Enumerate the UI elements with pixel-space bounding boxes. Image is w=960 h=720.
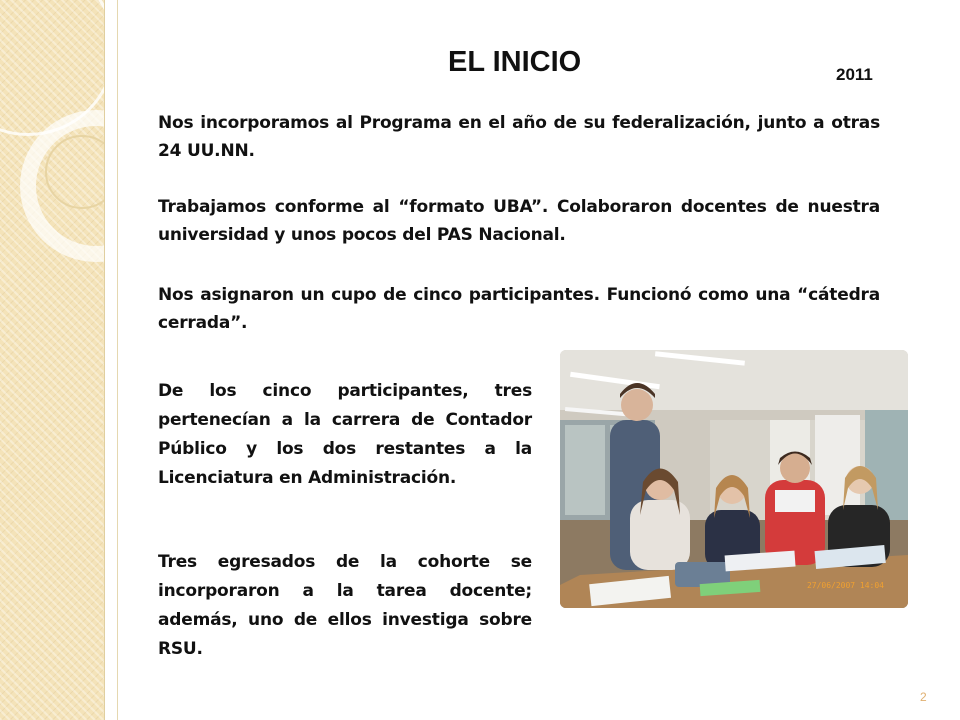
page-number: 2: [920, 690, 927, 704]
slide-year: 2011: [836, 65, 873, 84]
paragraph-cupo: Nos asignaron un cupo de cinco participantes. Funcionó como una “cátedra cerrada”.: [158, 285, 880, 333]
paragraph-egresados: Tres egresados de la cohorte se incorporaron a la tarea docente; además, uno de ellos investiga sobre RSU.: [158, 552, 532, 659]
group-photo: [560, 350, 908, 608]
paragraph-participantes: De los cinco participantes, tres pertenecían a la carrera de Contador Público y los dos restantes a la Licenciatura en Administración.: [158, 381, 532, 488]
sidebar-divider: [117, 0, 118, 720]
decorative-sidebar: [0, 0, 105, 720]
slide-title: EL INICIO: [448, 46, 582, 78]
paragraph-formato-uba: Trabajamos conforme al “formato UBA”. Colaboraron docentes de nuestra universidad y unos pocos del PAS Nacional.: [158, 197, 880, 245]
photo-timestamp: 27/06/2007 14:04: [806, 581, 884, 590]
classroom-photo-illustration: [560, 350, 908, 608]
paragraph-federalization: Nos incorporamos al Programa en el año de su federalización, junto a otras 24 UU.NN.: [158, 113, 880, 161]
